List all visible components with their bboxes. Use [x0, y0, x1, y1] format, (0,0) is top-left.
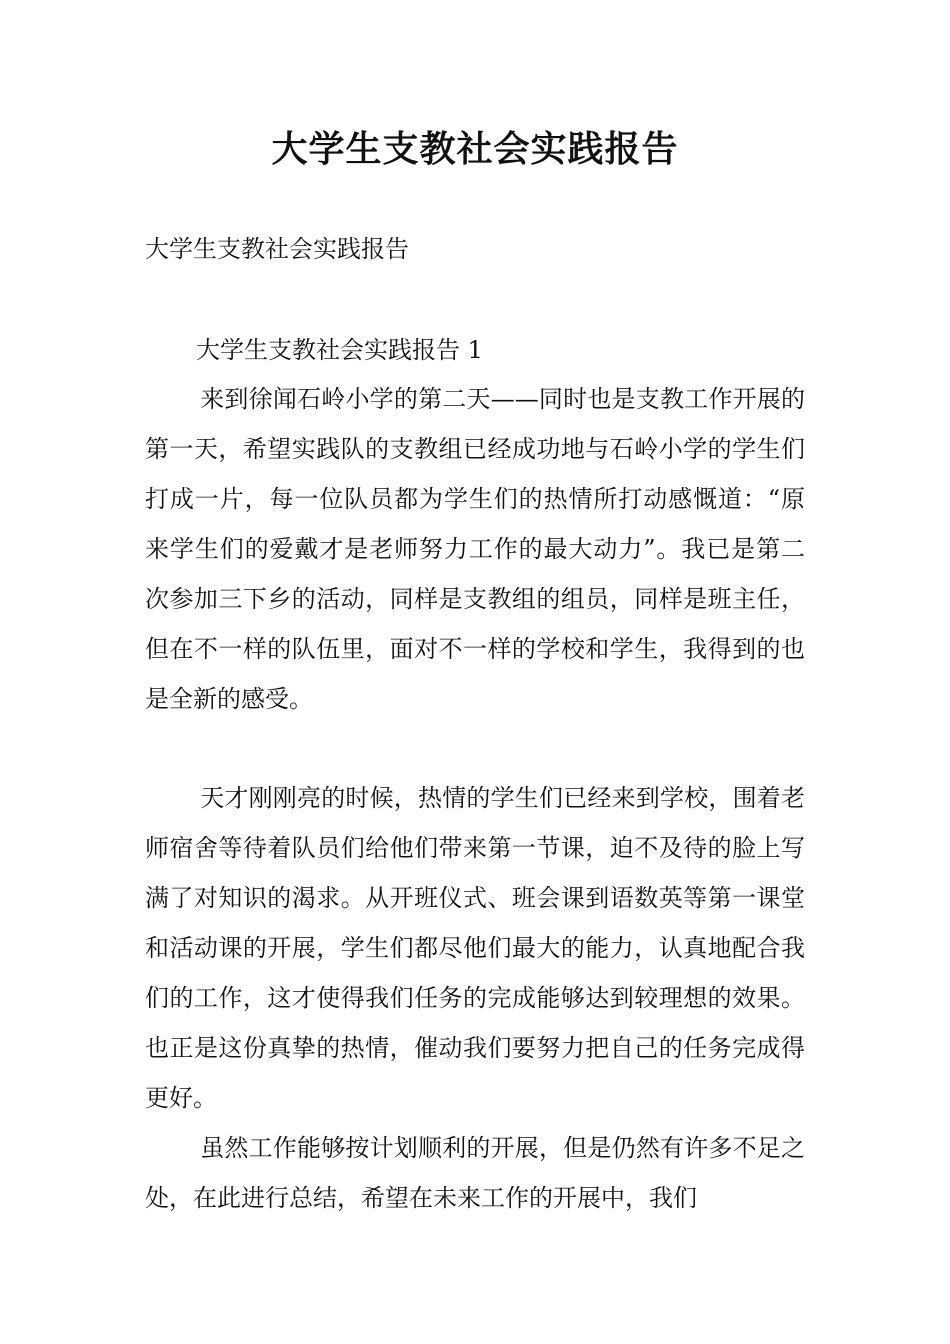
paragraph	[145, 1123, 805, 1223]
paragraph-text: 来到徐闻石岭小学的第二天——同时也是支教工作开展的第一天，希望实践队的支教组已经成功地与石岭小学的学生们打成一片，每一位队员都为学生们的热情所打动感慨道：“原来学生们的爱戴才是老师努力工作的最大动力”。我已是第二次参加三下乡的活动，同样是支教组的组员，同样是班主任，但在不一样的队伍里，面对不一样的学校和学生，我得到的也是全新的感受。	[145, 385, 805, 713]
paragraph-text: 虽然工作能够按计划顺利的开展，但是仍然有许多不足之处，在此进行总结，希望在未来工作的开展中，我们	[145, 1134, 805, 1212]
paragraph	[145, 374, 805, 724]
section-heading: 大学生支教社会实践报告 1	[196, 336, 483, 364]
paragraph-text: 天才刚刚亮的时候，热情的学生们已经来到学校，围着老师宿舍等待着队员们给他们带来第一节课，迫不及待的脸上写满了对知识的渴求。从开班仪式、班会课到语数英等第一课堂和活动课的开展，学生们都尽他们最大的能力，认真地配合我们的工作，这才使得我们任务的完成能够达到较理想的效果。也正是这份真挚的热情，催动我们要努力把自己的任务完成得更好。	[145, 784, 805, 1112]
document-title: 大学生支教社会实践报告	[271, 129, 679, 170]
document-subtitle: 大学生支教社会实践报告	[145, 235, 409, 263]
paragraph	[145, 773, 805, 1123]
